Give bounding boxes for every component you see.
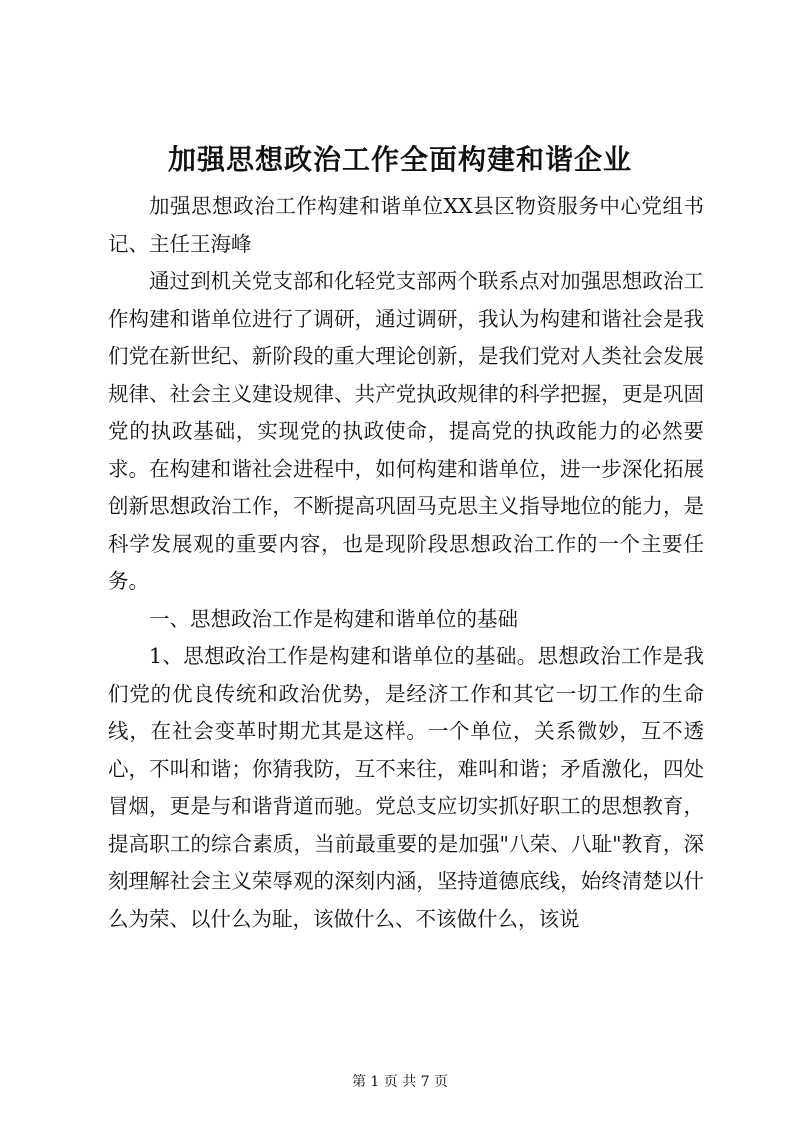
byline-paragraph: 加强思想政治工作构建和谐单位XX县区物资服务中心党组书记、主任王海峰: [108, 194, 704, 256]
section-heading: 一、思想政治工作是构建和谐单位的基础: [149, 606, 518, 631]
document-body: [108, 188, 704, 938]
body-paragraph: 1、思想政治工作是构建和谐单位的基础。思想政治工作是我们党的优良传统和政治优势，是经济工作和其它一切工作的生命线，在社会变革时期尤其是这样。一个单位，关系微妙，互不透心，不叫和谐；你猜我防，互不来往，难叫和谐；矛盾激化，四处冒烟，更是与和谐背道而驰。党总支应切实抓好职工的思想教育，提高职工的综合素质，当前最重要的是加强"八荣、八耻"教育，深刻理解社会主义荣辱观的深刻内涵，坚持道德底线，始终清楚以什么为荣、以什么为耻，该做什么、不该做什么，该说: [108, 644, 704, 931]
page-footer: 第 1 页 共 7 页: [351, 1074, 449, 1090]
document-title: 加强思想政治工作全面构建和谐企业: [167, 143, 632, 176]
intro-paragraph: 通过到机关党支部和化轻党支部两个联系点对加强思想政治工作构建和谐单位进行了调研，通过调研，我认为构建和谐社会是我们党在新世纪、新阶段的重大理论创新，是我们党对人类社会发展规律、社会主义建设规律、共产党执政规律的科学把握，更是巩固党的执政基础，实现党的执政使命，提高党的执政能力的必然要求。在构建和谐社会进程中，如何构建和谐单位，进一步深化拓展创新思想政治工作，不断提高巩固马克思主义指导地位的能力，是科学发展观的重要内容，也是现阶段思想政治工作的一个主要任务。: [108, 269, 704, 593]
